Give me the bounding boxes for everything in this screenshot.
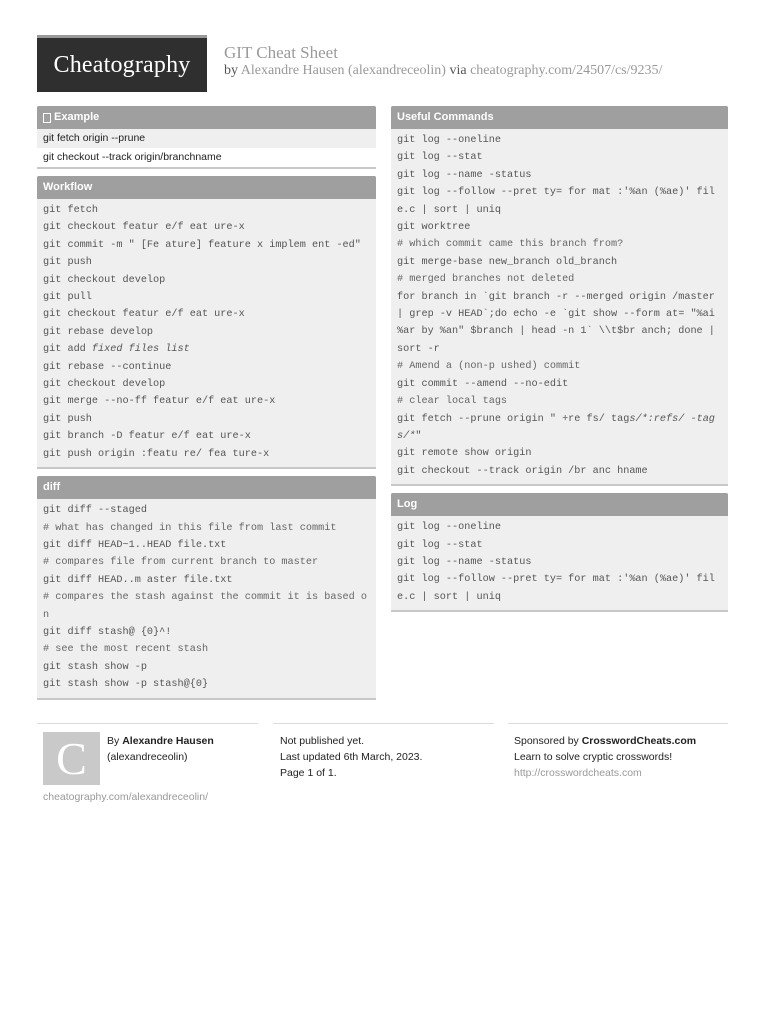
logo-text: Cheatography bbox=[53, 51, 191, 78]
footer-sponsor-url[interactable]: http://crosswordcheats.com bbox=[514, 767, 642, 779]
byline-via: via bbox=[449, 63, 467, 78]
list-item: git checkout --track origin /br anc hname bbox=[397, 465, 648, 477]
panel-title: diff bbox=[43, 481, 61, 494]
list-item: git checkout develop bbox=[43, 274, 166, 286]
list-item: git log --oneline bbox=[397, 135, 501, 146]
footer-author-name[interactable]: Alexandre Hausen bbox=[122, 735, 214, 747]
list-item: git rebase develop bbox=[43, 326, 154, 338]
comment-line: # merged branches not deleted bbox=[397, 274, 575, 286]
list-item: git diff --staged bbox=[43, 505, 147, 517]
footer-author-url[interactable]: cheatography.com/alexandreceolin/ bbox=[43, 791, 208, 803]
sheet-url-link[interactable]: cheatography.com/24507/cs/9235/ bbox=[470, 63, 663, 78]
example-panel bbox=[37, 106, 376, 167]
example-panel-header bbox=[37, 106, 376, 129]
list-item bbox=[37, 341, 376, 358]
list-item: git log --follow --pret ty= for mat :'%an (%ae)' file.c | sort | uniq bbox=[397, 187, 715, 216]
footer-sponsor-name[interactable]: CrosswordCheats.com bbox=[581, 735, 697, 747]
footer-sponsored-by: Sponsored by bbox=[514, 735, 579, 747]
comment-line: # which commit came this branch from? bbox=[397, 239, 624, 251]
footer-divider bbox=[508, 723, 728, 724]
comment-line: # what has changed in this file from last commit bbox=[43, 522, 337, 534]
list-item: git push bbox=[43, 413, 92, 425]
workflow-panel bbox=[37, 176, 376, 467]
list-item: git checkout featur e/f eat ure-x bbox=[43, 309, 245, 321]
list-item: git stash show -p bbox=[43, 661, 147, 673]
comment-line: # see the most recent stash bbox=[43, 644, 209, 656]
list-item: git merge-base new_branch old_branch bbox=[397, 256, 618, 268]
command-text: git fetch --prune origin " +re fs/ tag bbox=[397, 413, 630, 425]
avatar[interactable] bbox=[43, 732, 100, 785]
list-item: git log --stat bbox=[397, 152, 483, 164]
diff-panel bbox=[37, 476, 376, 697]
footer-author bbox=[107, 733, 214, 749]
left-column bbox=[37, 106, 376, 707]
list-item: git merge --no-ff featur e/f eat ure-x bbox=[43, 396, 276, 408]
list-item: git diff stash@ {0}^! bbox=[43, 626, 172, 638]
list-item: git push bbox=[43, 257, 92, 269]
log-panel-header bbox=[391, 493, 728, 516]
useful-commands-panel bbox=[391, 106, 728, 484]
comment-line: # clear local tags bbox=[397, 396, 508, 408]
document-icon bbox=[43, 113, 51, 123]
footer-sponsor-tagline: Learn to solve cryptic crosswords! bbox=[514, 751, 673, 763]
list-item: git diff HEAD~1..HEAD file.txt bbox=[43, 539, 227, 551]
list-item: git log --oneline bbox=[397, 522, 501, 534]
cheatography-logo[interactable] bbox=[37, 35, 207, 92]
footer-handle: (alexandreceolin) bbox=[107, 751, 188, 763]
list-item: git commit --amend --no-edit bbox=[397, 378, 569, 390]
footer-published: Not published yet. bbox=[280, 735, 365, 747]
right-column bbox=[391, 106, 728, 619]
panel-title: Useful Commands bbox=[397, 111, 494, 123]
list-item: git log --name -status bbox=[397, 556, 532, 568]
page-title: GIT Cheat Sheet bbox=[224, 43, 338, 62]
command-text-end: " bbox=[415, 430, 422, 442]
workflow-panel-header bbox=[37, 176, 376, 199]
footer-updated: Last updated 6th March, 2023. bbox=[280, 751, 423, 763]
list-item: git checkout develop bbox=[43, 379, 166, 391]
author-link[interactable]: Alexandre Hausen (alexandreceolin) bbox=[240, 63, 446, 78]
list-item bbox=[391, 411, 728, 446]
list-item: git checkout --track origin/branchname bbox=[37, 148, 376, 167]
list-item: git log --stat bbox=[397, 539, 483, 551]
list-item: git stash show -p stash@{0} bbox=[43, 679, 209, 691]
italic-placeholder: fixed files list bbox=[91, 344, 190, 356]
useful-commands-panel-header bbox=[391, 106, 728, 129]
list-item: git pull bbox=[43, 292, 92, 304]
list-item: git worktree bbox=[397, 222, 471, 234]
log-panel bbox=[391, 493, 728, 610]
comment-line: # compares the stash against the commit it is based on bbox=[43, 592, 368, 621]
footer-page: Page 1 of 1. bbox=[280, 767, 337, 779]
list-item: git rebase --continue bbox=[43, 361, 172, 373]
command-text: git add bbox=[43, 344, 92, 356]
list-item: git log --follow --pret ty= for mat :'%an (%ae)' file.c | sort | uniq bbox=[397, 574, 715, 603]
list-item: git fetch origin --prune bbox=[43, 132, 146, 144]
byline bbox=[224, 63, 662, 79]
italic-refspec: s/*:refs/ -tags/* bbox=[397, 413, 715, 442]
list-item: git push origin :featu re/ fea ture-x bbox=[43, 448, 270, 460]
footer-divider bbox=[37, 723, 258, 724]
list-item: git log --name -status bbox=[397, 169, 532, 181]
list-item: git remote show origin bbox=[397, 448, 532, 460]
list-item: git checkout featur e/f eat ure-x bbox=[43, 222, 245, 234]
avatar-letter: C bbox=[56, 732, 87, 784]
comment-line: # compares file from current branch to master bbox=[43, 557, 319, 569]
panel-title: Workflow bbox=[43, 181, 93, 193]
footer-sponsor bbox=[514, 733, 696, 749]
byline-by: by bbox=[224, 63, 238, 78]
list-item: git fetch bbox=[43, 205, 99, 216]
footer-by: By bbox=[107, 735, 120, 747]
comment-line: # Amend a (non-p ushed) commit bbox=[397, 361, 581, 373]
list-item: git commit -m " [Fe ature] feature x implem ent -ed" bbox=[43, 239, 361, 251]
list-item: git branch -D featur e/f eat ure-x bbox=[43, 431, 251, 443]
diff-panel-header bbox=[37, 476, 376, 499]
list-item: for branch in `git branch -r --merged origin /master | grep -v HEAD`;do echo -e `git show --form at= "%ai %ar by %an" $branch | head -n 1` \\t$br anch; done | sort -r bbox=[397, 291, 722, 355]
panel-title: Log bbox=[397, 498, 418, 511]
footer-divider bbox=[273, 723, 494, 724]
list-item: git diff HEAD..m aster file.txt bbox=[43, 574, 233, 586]
panel-title: Example bbox=[54, 111, 100, 123]
